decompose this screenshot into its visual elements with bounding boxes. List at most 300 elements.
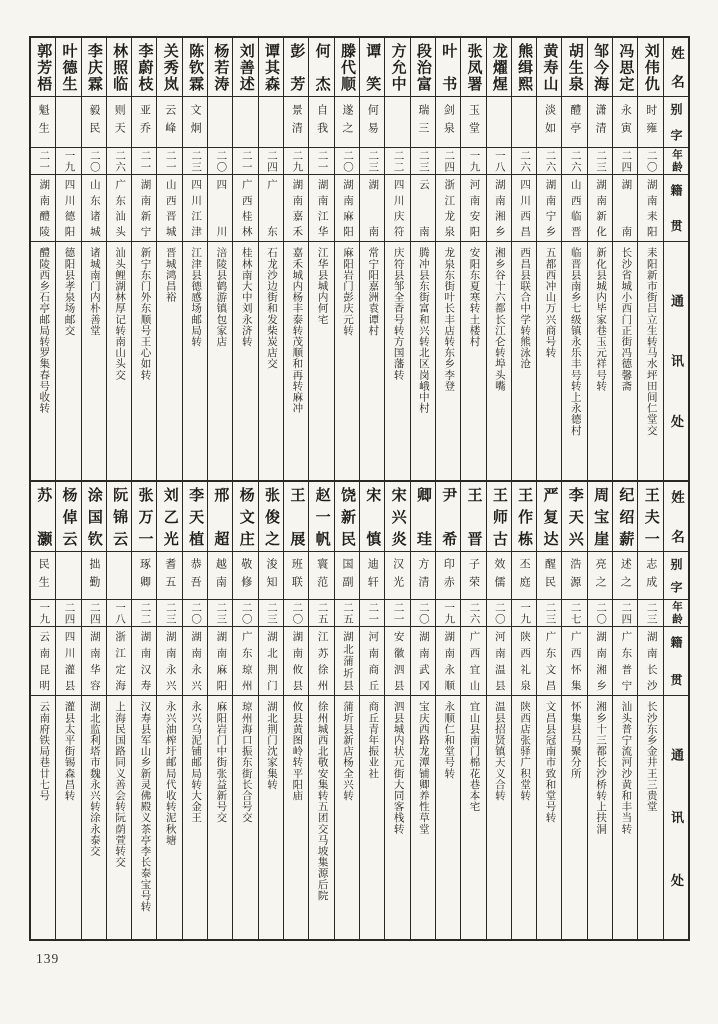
person-contact-address: 宝庆西路龙潭铺卿养性草堂 — [417, 701, 429, 835]
person-age: 二一 — [360, 600, 384, 627]
person-name: 张俊之 — [259, 482, 283, 552]
person-age: 二三 — [537, 600, 561, 627]
person-contact-address: 温县招贤镇天义合转 — [493, 701, 505, 801]
person-column — [182, 482, 207, 939]
person-courtesy-name: 国副 — [335, 552, 359, 600]
person-courtesy-name: 亚乔 — [132, 97, 156, 148]
person-column — [334, 482, 359, 939]
header-native-place-label: 籍贯 — [664, 175, 688, 242]
person-name: 苏灏 — [31, 482, 55, 552]
person-courtesy-name: 效儒 — [487, 552, 511, 600]
person-column — [511, 482, 536, 939]
person-age: 二六 — [461, 600, 485, 627]
person-column — [283, 38, 308, 480]
person-contact-address: 安阳东夏寒转土楼村 — [468, 247, 480, 347]
person-name: 宋慎 — [360, 482, 384, 552]
person-native-place: 湖南江华 — [309, 175, 333, 242]
person-column — [207, 38, 232, 480]
person-native-place: 湖南嘉禾 — [284, 175, 308, 242]
person-courtesy-name: 潇清 — [588, 97, 612, 148]
person-courtesy-name: 时雍 — [638, 97, 662, 148]
person-column — [410, 482, 435, 939]
person-age: 二一 — [385, 600, 409, 627]
person-age: 二〇 — [411, 600, 435, 627]
person-column — [384, 38, 409, 480]
header-contact-address-label: 通讯处 — [669, 748, 684, 887]
person-age: 二三 — [183, 148, 207, 175]
person-name: 胡生泉 — [562, 38, 586, 97]
person-courtesy-name: 迪轩 — [360, 552, 384, 600]
person-native-place: 湖南永兴 — [183, 627, 207, 696]
person-name: 杨倬云 — [56, 482, 80, 552]
person-courtesy-name: 寰范 — [309, 552, 333, 600]
person-age: 二七 — [562, 600, 586, 627]
person-column — [156, 38, 181, 480]
person-native-place: 湖南宁乡 — [537, 175, 561, 242]
person-name: 叶德生 — [56, 38, 80, 97]
person-contact-address: 蒲圻县新店杨全兴转 — [341, 701, 353, 801]
person-name: 林照临 — [107, 38, 131, 97]
person-name: 李庆霖 — [82, 38, 106, 97]
person-courtesy-name: 永寅 — [613, 97, 637, 148]
person-column — [232, 38, 257, 480]
person-contact-address: 灌县太平街锡森昌转 — [63, 701, 75, 801]
person-native-place: 湖南华容 — [82, 627, 106, 696]
person-courtesy-name — [259, 97, 283, 148]
person-age: 二六 — [537, 148, 561, 175]
person-column — [156, 482, 181, 939]
person-native-place: 浙江定海 — [107, 627, 131, 696]
header-name-label: 姓名 — [664, 482, 688, 552]
person-contact-address: 长沙东乡金井王三贵堂 — [645, 701, 657, 812]
person-contact-address: 琼州海口振东街长合号交 — [240, 701, 252, 824]
person-name: 王晋 — [461, 482, 485, 552]
person-name: 王作栋 — [512, 482, 536, 552]
person-age: 二三 — [588, 148, 612, 175]
person-age: 二四 — [613, 148, 637, 175]
person-column — [612, 482, 637, 939]
person-native-place: 湖南长沙 — [638, 627, 662, 696]
person-contact-address: 麻阳岩门彭庆元转 — [341, 247, 353, 336]
person-name: 王师古 — [487, 482, 511, 552]
person-column — [486, 482, 511, 939]
person-contact-address: 湘乡十三都长沙桥转上扶洞 — [595, 701, 607, 835]
person-native-place: 湖北荆门 — [259, 627, 283, 696]
person-column — [334, 38, 359, 480]
person-age: 二六 — [107, 148, 131, 175]
person-courtesy-name — [56, 97, 80, 148]
person-contact-address: 湖北荆门沈家集转 — [266, 701, 277, 790]
person-age: 二〇 — [335, 148, 359, 175]
person-native-place: 云南昆明 — [31, 627, 55, 696]
person-name: 陈钦霖 — [183, 38, 207, 97]
person-contact-address: 攸县黄图岭转平阳庙 — [291, 701, 303, 801]
person-age: 二〇 — [588, 600, 612, 627]
person-column — [410, 38, 435, 480]
person-name: 涂国钦 — [82, 482, 106, 552]
person-contact-address: 腾冲县东街富和兴转北区岗峨中村 — [417, 247, 429, 414]
page-number: 139 — [36, 951, 60, 966]
person-contact-address: 德阳县孝泉场邮交 — [63, 247, 75, 336]
person-name: 卿珪 — [411, 482, 435, 552]
person-column — [131, 38, 156, 480]
person-age: 二四 — [259, 148, 283, 175]
person-name: 刘伟仇 — [638, 38, 662, 97]
person-name: 周宝崖 — [588, 482, 612, 552]
person-name: 邢超 — [208, 482, 232, 552]
person-contact-address: 商丘青年振业社 — [367, 701, 379, 779]
person-native-place: 四川灌县 — [56, 627, 80, 696]
person-name: 尹希 — [436, 482, 460, 552]
person-courtesy-name — [56, 552, 80, 600]
person-native-place: 湖南新宁 — [132, 175, 156, 242]
header-column — [663, 482, 688, 939]
person-age: 二〇 — [284, 600, 308, 627]
person-courtesy-name: 方清 — [411, 552, 435, 600]
person-courtesy-name: 志成 — [638, 552, 662, 600]
person-contact-address: 晋城鸿昌裕 — [164, 247, 176, 303]
person-column — [232, 482, 257, 939]
person-column — [258, 482, 283, 939]
person-column — [131, 482, 156, 939]
header-name-label: 姓名 — [664, 38, 688, 97]
header-column — [663, 38, 688, 480]
person-age: 二〇 — [638, 148, 662, 175]
person-courtesy-name: 汉光 — [385, 552, 409, 600]
person-column — [55, 38, 80, 480]
person-native-place: 湖南汉寿 — [132, 627, 156, 696]
person-contact-address: 诸城南门内朴善堂 — [88, 247, 100, 336]
person-name: 熊缉熙 — [512, 38, 536, 97]
person-courtesy-name: 子荣 — [461, 552, 485, 600]
person-contact-address: 嘉禾城内杨丰泰转茂顺和再转麻冲 — [291, 247, 303, 414]
person-courtesy-name: 恭吾 — [183, 552, 207, 600]
person-contact-address: 临晋县南乡七级镇永乐丰号转上永德村 — [569, 247, 581, 436]
person-courtesy-name: 琢卿 — [132, 552, 156, 600]
person-column — [258, 38, 283, 480]
person-age: 二九 — [284, 148, 308, 175]
person-native-place: 湖南武冈 — [411, 627, 435, 696]
person-age: 二〇 — [487, 600, 511, 627]
person-age: 二四 — [436, 148, 460, 175]
person-column — [81, 482, 106, 939]
person-name: 方允中 — [385, 38, 409, 97]
person-courtesy-name — [233, 97, 257, 148]
person-column — [637, 38, 662, 480]
person-column — [486, 38, 511, 480]
person-courtesy-name: 浩源 — [562, 552, 586, 600]
person-column — [106, 38, 131, 480]
person-age: 一九 — [56, 148, 80, 175]
person-age: 二〇 — [208, 148, 232, 175]
person-age: 二四 — [613, 600, 637, 627]
person-name: 王展 — [284, 482, 308, 552]
person-column — [561, 482, 586, 939]
person-contact-address: 五都西冲山万兴商号转 — [544, 247, 556, 358]
person-native-place: 广东普宁 — [613, 627, 637, 696]
person-courtesy-name: 毅民 — [82, 97, 106, 148]
person-contact-address: 汕头普宁流河沙黄和丰当转 — [620, 701, 632, 835]
person-contact-address: 永顺仁和堂号转 — [443, 701, 455, 779]
person-native-place: 江苏徐州 — [309, 627, 333, 696]
person-name: 段治富 — [411, 38, 435, 97]
person-name: 刘乙光 — [157, 482, 181, 552]
person-column — [31, 38, 55, 480]
person-name: 彭芳 — [284, 38, 308, 97]
person-column — [460, 482, 485, 939]
person-name: 饶新民 — [335, 482, 359, 552]
person-contact-address: 上海民国路同义善会转阮荫萱转交 — [114, 701, 126, 868]
person-age: 二〇 — [233, 600, 257, 627]
person-age: 二一 — [132, 148, 156, 175]
person-contact-address: 汕头鲤湖林厚记转南山头交 — [114, 247, 126, 381]
person-column — [612, 38, 637, 480]
header-age-label: 年龄 — [664, 148, 688, 175]
person-age: 一八 — [107, 600, 131, 627]
person-courtesy-name: 述之 — [613, 552, 637, 600]
person-age: 二一 — [157, 148, 181, 175]
person-native-place: 广东琼州 — [233, 627, 257, 696]
person-name: 王夫一 — [638, 482, 662, 552]
person-courtesy-name: 耆五 — [157, 552, 181, 600]
person-courtesy-name: 班联 — [284, 552, 308, 600]
person-column — [561, 38, 586, 480]
person-courtesy-name: 剑泉 — [436, 97, 460, 148]
person-age: 二五 — [335, 600, 359, 627]
person-native-place: 广东汕头 — [107, 175, 131, 242]
person-column — [359, 38, 384, 480]
person-column — [31, 482, 55, 939]
person-contact-address: 怀集县马聚分所 — [569, 701, 581, 779]
person-column — [637, 482, 662, 939]
person-contact-address: 麻阳岩门中街张益新号交 — [215, 701, 227, 824]
person-native-place: 河南商丘 — [360, 627, 384, 696]
header-age-label: 年龄 — [664, 600, 688, 627]
person-age: 二三 — [259, 600, 283, 627]
person-column — [81, 38, 106, 480]
person-courtesy-name: 自我 — [309, 97, 333, 148]
person-name: 滕代顺 — [335, 38, 359, 97]
person-contact-address: 文昌县冠南市致和堂号转 — [544, 701, 556, 824]
person-age: 二四 — [82, 600, 106, 627]
person-courtesy-name: 醒民 — [537, 552, 561, 600]
person-courtesy-name: 云峰 — [157, 97, 181, 148]
person-age: 二六 — [562, 148, 586, 175]
person-age: 二二 — [132, 600, 156, 627]
person-native-place: 湖南湘乡 — [588, 627, 612, 696]
person-native-place: 湖南湘乡 — [487, 175, 511, 242]
person-name: 邹今海 — [588, 38, 612, 97]
person-courtesy-name: 魁生 — [31, 97, 55, 148]
person-courtesy-name — [208, 97, 232, 148]
person-column — [359, 482, 384, 939]
person-courtesy-name: 印赤 — [436, 552, 460, 600]
person-age: 二六 — [512, 148, 536, 175]
person-age: 一九 — [461, 148, 485, 175]
person-age: 二三 — [360, 148, 384, 175]
person-contact-address: 泗县城内状元街大同客栈转 — [392, 701, 404, 835]
person-age: 二三 — [157, 600, 181, 627]
person-courtesy-name: 淡如 — [537, 97, 561, 148]
person-courtesy-name: 瑞三 — [411, 97, 435, 148]
person-native-place: 广东文昌 — [537, 627, 561, 696]
person-courtesy-name: 玉堂 — [461, 97, 485, 148]
person-name: 何杰 — [309, 38, 333, 97]
header-native-place-label: 籍贯 — [664, 627, 688, 696]
person-age: 二三 — [208, 600, 232, 627]
person-name: 李蔚枝 — [132, 38, 156, 97]
person-column — [536, 38, 561, 480]
person-column — [283, 482, 308, 939]
person-column — [308, 38, 333, 480]
person-native-place: 四川西昌 — [512, 175, 536, 242]
person-age: 二一 — [309, 148, 333, 175]
person-name: 黄寿山 — [537, 38, 561, 97]
person-courtesy-name: 拙勤 — [82, 552, 106, 600]
person-contact-address: 徐州城西北敬安集转五团交马坡集源后院 — [316, 701, 328, 901]
person-contact-address: 江津县德感场邮局转 — [190, 247, 202, 347]
person-column — [106, 482, 131, 939]
person-courtesy-name — [107, 552, 131, 600]
person-native-place: 湖南 — [360, 175, 384, 242]
person-courtesy-name — [487, 97, 511, 148]
person-courtesy-name: 亮之 — [588, 552, 612, 600]
person-age: 一九 — [436, 600, 460, 627]
person-contact-address: 湖北监利塔市魏永兴转涂永泰交 — [88, 701, 100, 857]
person-contact-address: 新化县城内毕家巷玉元祥号转 — [595, 247, 607, 392]
person-age: 二四 — [56, 600, 80, 627]
person-courtesy-name: 越南 — [208, 552, 232, 600]
person-column — [587, 38, 612, 480]
header-courtesy-name-label: 别字 — [664, 97, 688, 148]
person-name: 杨若涛 — [208, 38, 232, 97]
person-column — [435, 38, 460, 480]
person-contact-address: 醴陵西乡石亭邮局转罗集春号收转 — [38, 247, 50, 414]
person-contact-address: 新宁东门外东顺号王心如转 — [139, 247, 151, 381]
person-contact-address: 西昌县联合中学转熊泳沧 — [519, 247, 531, 370]
person-courtesy-name — [512, 97, 536, 148]
person-name: 冯思定 — [613, 38, 637, 97]
person-courtesy-name: 景清 — [284, 97, 308, 148]
person-column — [511, 38, 536, 480]
person-contact-address: 永兴乌泥铺邮局转大金王 — [190, 701, 202, 824]
person-column — [207, 482, 232, 939]
person-age: 二三 — [411, 148, 435, 175]
person-native-place: 广东 — [259, 175, 283, 242]
person-native-place: 四川德阳 — [56, 175, 80, 242]
person-name: 郭芳梧 — [31, 38, 55, 97]
person-column — [460, 38, 485, 480]
person-contact-address: 长沙省城小西门正街冯德馨斋 — [620, 247, 632, 392]
person-native-place: 湖南耒阳 — [638, 175, 662, 242]
person-name: 谭其森 — [259, 38, 283, 97]
person-contact-address: 湘乡谷十六都长江仑转埠头嘴 — [493, 247, 505, 392]
person-courtesy-name: 何易 — [360, 97, 384, 148]
person-courtesy-name — [385, 97, 409, 148]
person-courtesy-name: 民生 — [31, 552, 55, 600]
person-age: 二〇 — [82, 148, 106, 175]
person-native-place: 湖北蒲圻县 — [335, 627, 359, 696]
header-courtesy-name-label: 别字 — [664, 552, 688, 600]
person-native-place: 四川 — [208, 175, 232, 242]
person-native-place: 四川庆符 — [385, 175, 409, 242]
person-native-place: 云南 — [411, 175, 435, 242]
person-age: 一八 — [487, 148, 511, 175]
person-native-place: 山西临晋 — [562, 175, 586, 242]
person-contact-address: 庆符县邹全香号转方国藩转 — [392, 247, 404, 381]
person-courtesy-name: 文炯 — [183, 97, 207, 148]
person-contact-address: 云南府铁局巷廿七号 — [38, 701, 50, 801]
person-native-place: 广西桂林 — [233, 175, 257, 242]
person-native-place: 湖南永兴 — [157, 627, 181, 696]
person-native-place: 河南安阳 — [461, 175, 485, 242]
person-contact-address: 桂林南大中刘永济转 — [240, 247, 252, 347]
person-native-place: 山东诸城 — [82, 175, 106, 242]
person-name: 杨文庄 — [233, 482, 257, 552]
person-native-place: 广西宜山 — [461, 627, 485, 696]
person-native-place: 湖南 — [613, 175, 637, 242]
person-name: 龙燿煋 — [487, 38, 511, 97]
person-courtesy-name: 丕庭 — [512, 552, 536, 600]
person-name: 谭笑 — [360, 38, 384, 97]
person-name: 叶书 — [436, 38, 460, 97]
person-name: 纪绍薪 — [613, 482, 637, 552]
person-courtesy-name: 浚知 — [259, 552, 283, 600]
person-age: 二一 — [31, 148, 55, 175]
person-native-place: 广西怀集 — [562, 627, 586, 696]
person-contact-address: 龙泉东街叶长丰店转东乡李登 — [443, 247, 455, 392]
person-native-place: 湖南麻阳 — [335, 175, 359, 242]
person-courtesy-name: 遂之 — [335, 97, 359, 148]
person-native-place: 湖南麻阳 — [208, 627, 232, 696]
header-contact-address-label: 通讯处 — [669, 294, 684, 428]
person-name: 阮锦云 — [107, 482, 131, 552]
person-contact-address: 江华县城内何宅 — [316, 247, 328, 325]
person-name: 张万一 — [132, 482, 156, 552]
person-native-place: 安徽泗县 — [385, 627, 409, 696]
person-name: 李天兴 — [562, 482, 586, 552]
person-column — [435, 482, 460, 939]
person-name: 关秀岚 — [157, 38, 181, 97]
directory-tables — [29, 36, 690, 941]
person-name: 张凤署 — [461, 38, 485, 97]
person-age: 二一 — [233, 148, 257, 175]
person-column — [587, 482, 612, 939]
person-native-place: 河南温县 — [487, 627, 511, 696]
person-contact-address: 汉寿县军山乡新灵佛殿义茶亭李长泰宝号转 — [139, 701, 151, 912]
person-courtesy-name: 敬修 — [233, 552, 257, 600]
person-courtesy-name: 则天 — [107, 97, 131, 148]
person-name: 刘善述 — [233, 38, 257, 97]
person-native-place: 陕西礼泉 — [512, 627, 536, 696]
person-contact-address: 陕西店张驿广积堂转 — [519, 701, 531, 801]
person-native-place: 山西晋城 — [157, 175, 181, 242]
person-column — [55, 482, 80, 939]
person-native-place: 湖南永顺 — [436, 627, 460, 696]
directory-table-top — [29, 36, 690, 480]
person-courtesy-name: 醴亭 — [562, 97, 586, 148]
person-name: 赵一帆 — [309, 482, 333, 552]
person-native-place: 四川江津 — [183, 175, 207, 242]
person-age: 一九 — [512, 600, 536, 627]
person-native-place: 浙江龙泉 — [436, 175, 460, 242]
person-contact-address: 耒阳新市街吕立生转马水坪田间仁堂交 — [645, 247, 657, 436]
person-native-place: 湖南新化 — [588, 175, 612, 242]
person-name: 宋兴炎 — [385, 482, 409, 552]
person-age: 一九 — [31, 600, 55, 627]
person-native-place: 湖南醴陵 — [31, 175, 55, 242]
person-age: 二五 — [309, 600, 333, 627]
